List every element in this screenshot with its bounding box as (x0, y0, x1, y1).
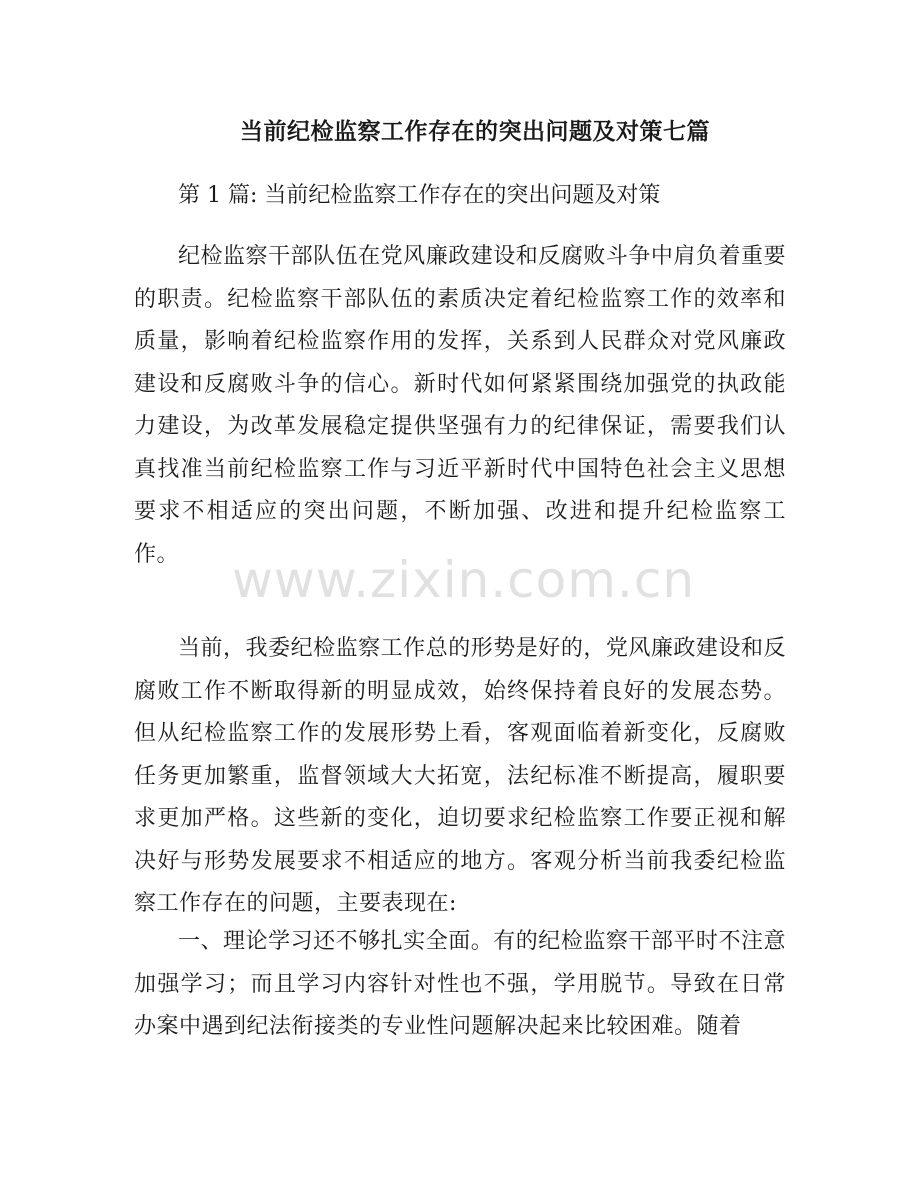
body-paragraph: 纪检监察干部队伍在党风廉政建设和反腐败斗争中肩负着重要的职责。纪检监察干部队伍的素质决定着纪检监察工作的效率和质量，影响着纪检监察作用的发挥，关系到人民群众对党风廉政建设和反腐败斗争的信心。新时代如何紧紧围绕加强党的执政能力建设，为改革发展稳定提供坚强有力的纪律保证，需要我们认真找准当前纪检监察工作与习近平新时代中国特色社会主义思想要求不相适应的突出问题，不断加强、改进和提升纪检监察工作。 (134, 244, 786, 567)
body-paragraph: 当前，我委纪检监察工作总的形势是好的，党风廉政建设和反腐败工作不断取得新的明显成效，始终保持着良好的发展态势。但从纪检监察工作的发展形势上看，客观面临着新变化，反腐败任务更加繁重，监督领域大大拓宽，法纪标准不断提高，履职要求更加严格。这些新的变化，迫切要求纪检监察工作要正视和解决好与形势发展要求不相适应的地方。客观分析当前我委纪检监察工作存在的问题，主要表现在: (134, 636, 786, 916)
section-heading: 第 1 篇: 当前纪检监察工作存在的突出问题及对策 (178, 183, 661, 208)
body-paragraph: 一、理论学习还不够扎实全面。有的纪检监察干部平时不注意加强学习；而且学习内容针对性也不强，学用脱节。导致在日常办案中遇到纪法衔接类的专业性问题解决起来比较困难。随着 (134, 929, 786, 1039)
watermark: www.zixin.com.cn (232, 551, 696, 609)
document-title: 当前纪检监察工作存在的突出问题及对策七篇 (240, 119, 710, 145)
